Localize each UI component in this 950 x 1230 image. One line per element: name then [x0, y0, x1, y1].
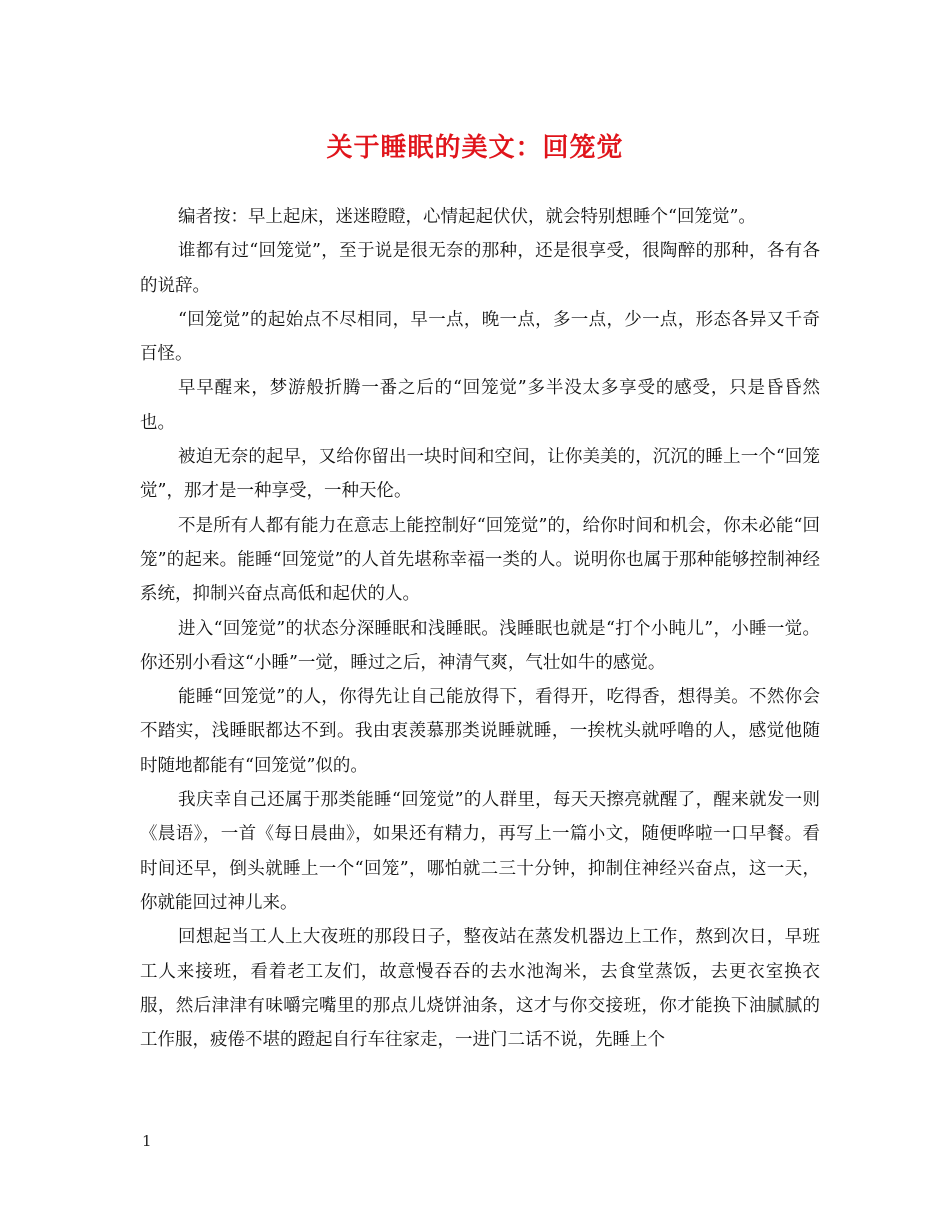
paragraph: 谁都有过“回笼觉”，至于说是很无奈的那种，还是很享受，很陶醉的那种，各有各的说辞。 [140, 241, 820, 296]
paragraph: 进入“回笼觉”的状态分深睡眠和浅睡眠。浅睡眠也就是“打个小盹儿”，小睡一觉。你还别小看这“小睡”一觉，睡过之后，神清气爽，气壮如牛的感觉。 [140, 618, 820, 673]
paragraph-editor-note: 编者按：早上起床，迷迷瞪瞪，心情起起伏伏，就会特别想睡个“回笼觉”。 [178, 207, 756, 227]
paragraph: 能睡“回笼觉”的人，你得先让自己能放得下，看得开，吃得香，想得美。不然你会不踏实，浅睡眠都达不到。我由衷羡慕那类说睡就睡，一挨枕头就呼噜的人，感觉他随时随地都能有“回笼觉”似的。 [140, 687, 820, 776]
paragraph: 回想起当工人上大夜班的那段日子，整夜站在蒸发机器边上工作，熬到次日，早班工人来接班，看着老工友们，故意慢吞吞的去水池淘米，去食堂蒸饭，去更衣室换衣服，然后津津有味嚼完嘴里的那点儿烧饼油条，这才与你交接班，你才能换下油腻腻的工作服，疲倦不堪的蹬起自行车往家走，一进门二话不说，先睡上个 [140, 927, 820, 1051]
page-number: 1 [142, 1132, 152, 1150]
paragraph: 不是所有人都有能力在意志上能控制好“回笼觉”的，给你时间和机会，你未必能“回笼”的起来。能睡“回笼觉”的人首先堪称幸福一类的人。说明你也属于那种能够控制神经系统，抑制兴奋点高低和起伏的人。 [140, 515, 820, 605]
paragraph: 早早醒来，梦游般折腾一番之后的“回笼觉”多半没太多享受的感受，只是昏昏然也。 [140, 378, 820, 433]
paragraph: 我庆幸自己还属于那类能睡“回笼觉”的人群里，每天天擦亮就醒了，醒来就发一则《晨语》，一首《每日晨曲》，如果还有精力，再写上一篇小文，随便哗啦一口早餐。看时间还早，倒头就睡上一个“回笼”，哪怕就二三十分钟，抑制住神经兴奋点，这一天，你就能回过神儿来。 [140, 790, 820, 913]
document-title: 关于睡眠的美文：回笼觉 [326, 133, 624, 163]
paragraph: 被迫无奈的起早，又给你留出一块时间和空间，让你美美的，沉沉的睡上一个“回笼觉”，那才是一种享受，一种天伦。 [140, 447, 820, 502]
paragraph: “回笼觉”的起始点不尽相同，早一点，晚一点，多一点，少一点，形态各异又千奇百怪。 [140, 309, 820, 365]
document-body [140, 200, 820, 1057]
